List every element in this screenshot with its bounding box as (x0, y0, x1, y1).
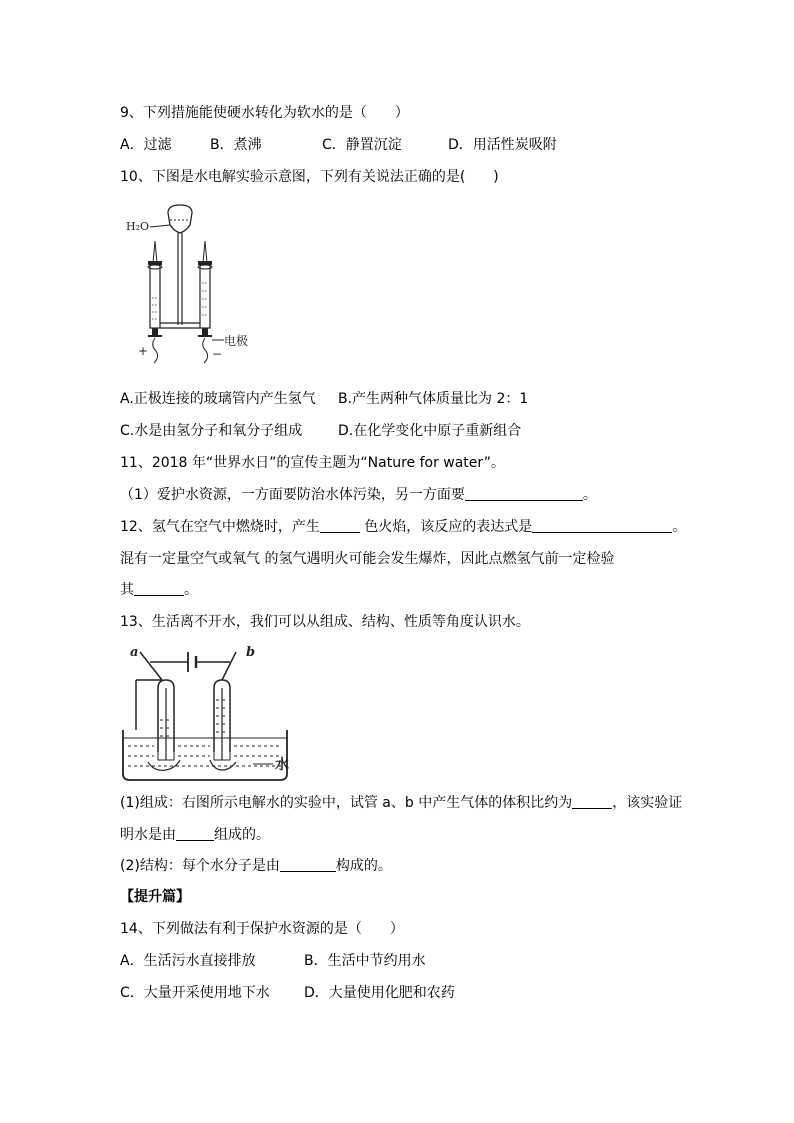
q10-option-d: D.在化学变化中原子重新组合 (338, 423, 522, 439)
q12-line1 (120, 517, 686, 537)
minus-sign: − (212, 347, 223, 361)
q13-sub2 (120, 856, 392, 876)
q10-option-a: A.正极连接的玻璃管内产生氢气 (120, 391, 316, 407)
q9-option-a: A．过滤 (120, 137, 172, 153)
q12-text-a: 12、氢气在空气中燃烧时，产生 (120, 519, 320, 535)
q10-option-b: B.产生两种气体质量比为 2：1 (338, 391, 529, 407)
reservoir-bulb (168, 205, 192, 233)
water-electrolysis-figure (118, 642, 308, 787)
q13-sub1-line2 (120, 825, 270, 845)
q13-sub1-text-a: (1)组成：右图所示电解水的实验中，试管 a、b 中产生气体的体积比约为 (120, 795, 573, 811)
q11-sub1-end: 。 (582, 487, 597, 503)
q12-blank-color[interactable] (320, 518, 360, 533)
label-a: a (130, 645, 139, 660)
q13-sub2-text-b: 构成的。 (335, 858, 392, 874)
q9-option-d: D．用活性炭吸附 (448, 137, 557, 153)
q11-sub1-text: （1）爱护水资源，一方面要防治水体污染，另一方面要 (120, 487, 465, 503)
q13-blank-composition[interactable] (176, 826, 214, 841)
q14-option-a: A．生活污水直接排放 (120, 953, 256, 969)
label-b: b (246, 645, 256, 660)
q9-option-b: B．煮沸 (210, 137, 262, 153)
q13-sub1-text-c: 明水是由 (120, 827, 176, 843)
water-label: 水 (275, 757, 289, 773)
electrolysis-apparatus-figure (120, 203, 260, 368)
q14-option-d: D．大量使用化肥和农药 (304, 985, 455, 1001)
q13-stem: 13、生活离不开水，我们可以从组成、结构、性质等角度认识水。 (120, 614, 530, 630)
q13-sub1-line1 (120, 793, 682, 813)
section-title: 【提升篇】 (120, 889, 190, 905)
q13-sub1-text-d: 组成的。 (214, 827, 270, 843)
q9-option-c: C．静置沉淀 (322, 137, 402, 153)
q11-sub1 (120, 485, 597, 505)
q14-option-b: B．生活中节约用水 (304, 953, 426, 969)
q13-blank-volume-ratio[interactable] (572, 794, 612, 809)
q11-sub1-blank[interactable] (465, 486, 583, 501)
q12-blank-purity[interactable] (134, 581, 184, 596)
q11-stem: 11、2018 年“世界水日”的宣传主题为“Nature for water”。 (120, 455, 506, 471)
left-tube (150, 263, 160, 328)
h2o-label: H₂O (126, 220, 150, 233)
q12-blank-equation[interactable] (532, 518, 672, 533)
q12-line3 (120, 580, 198, 600)
q13-sub2-text-a: (2)结构：每个水分子是由 (120, 858, 280, 874)
q14-stem: 14、下列做法有利于保护水资源的是（ ） (120, 921, 404, 937)
q9-stem: 9、下列措施能使硬水转化为软水的是（ ） (120, 105, 409, 121)
right-tube (200, 263, 210, 328)
q12-line3-end: 。 (184, 582, 198, 598)
q12-text-b: 色火焰，该反应的表达式是 (359, 519, 533, 535)
right-electrode (202, 328, 208, 336)
q12-line2: 混有一定量空气或氧气 的氢气遇明火可能会发生爆炸，因此点燃氢气前一定检验 (120, 551, 615, 567)
q12-line3-text: 其 (120, 582, 134, 598)
q10-option-c: C.水是由氢分子和氧分子组成 (120, 423, 303, 439)
left-electrode (152, 328, 158, 336)
q14-option-c: C．大量开采使用地下水 (120, 985, 270, 1001)
electrode-label: 电极 (224, 334, 249, 348)
q12-text-c: 。 (672, 519, 687, 535)
q13-blank-structure[interactable] (280, 857, 336, 872)
plus-sign: + (138, 344, 149, 358)
q13-sub1-text-b: ，该实验证 (612, 795, 683, 811)
q10-stem: 10、下图是水电解实验示意图，下列有关说法正确的是( ) (120, 169, 499, 185)
